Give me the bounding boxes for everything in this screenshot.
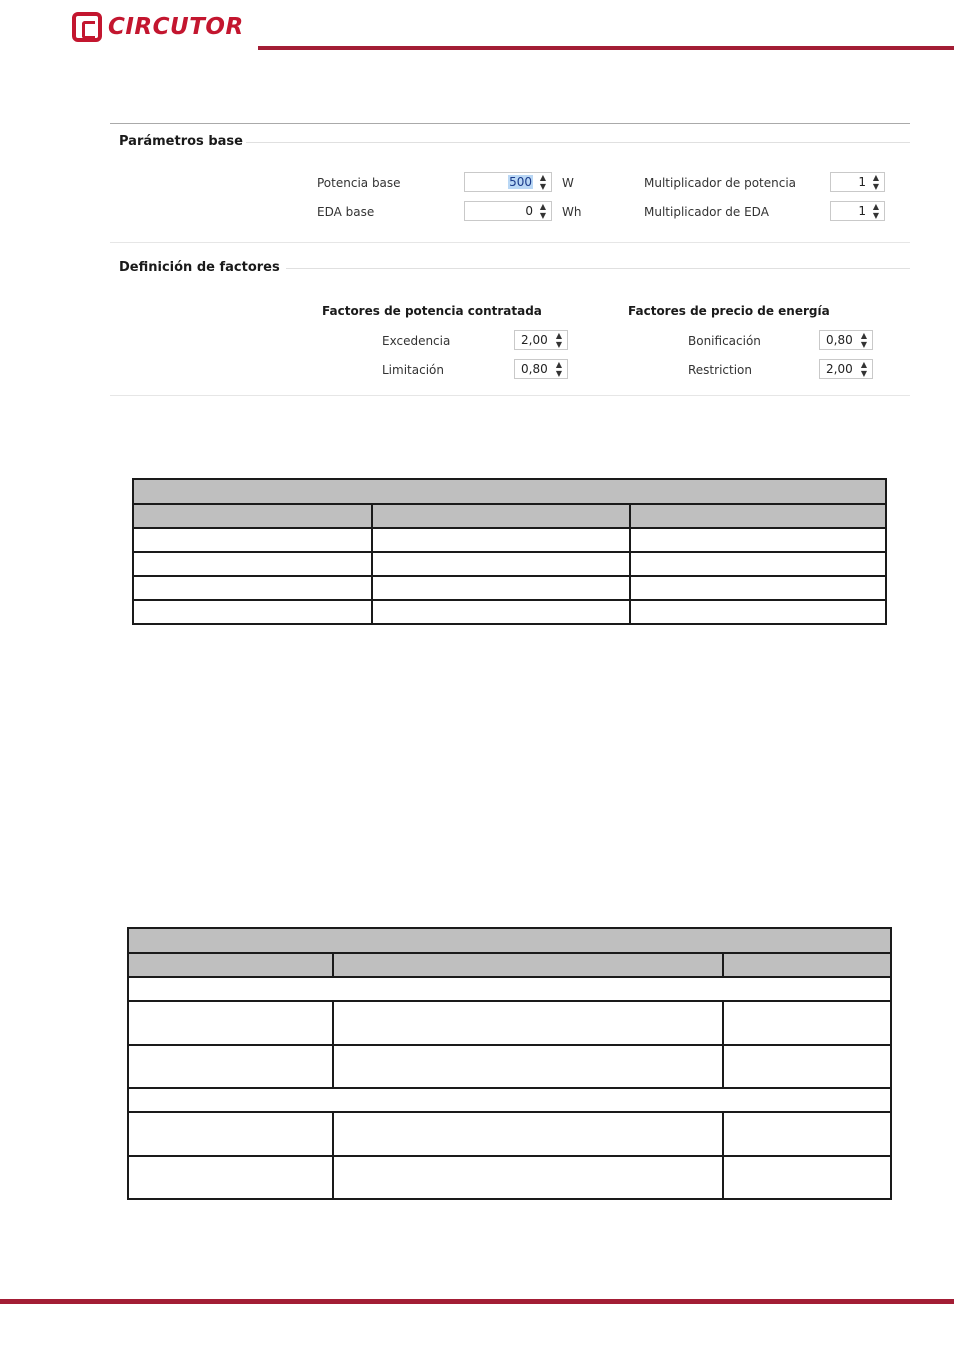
table-cell (133, 576, 372, 600)
restriction-label: Restriction (688, 363, 752, 377)
table-cell (333, 1001, 723, 1045)
excedencia-label: Excedencia (382, 334, 451, 348)
table-title-row (128, 928, 891, 953)
table-cell (128, 1045, 333, 1088)
table-cell (723, 1045, 891, 1088)
potencia-base-value[interactable]: 500 (509, 175, 532, 189)
increment-arrow-icon[interactable]: ▲ (872, 202, 880, 211)
table-title-row (133, 479, 886, 504)
increment-arrow-icon[interactable]: ▲ (539, 202, 547, 211)
table-cell (333, 1112, 723, 1156)
limitacion-value[interactable]: 0,80 (521, 362, 548, 376)
factors-table (132, 478, 887, 625)
decrement-arrow-icon[interactable]: ▼ (539, 211, 547, 220)
circutor-logo-mark-icon (72, 12, 102, 42)
table-cell (630, 576, 886, 600)
table-header-cell (723, 953, 891, 977)
decrement-arrow-icon[interactable]: ▼ (872, 211, 880, 220)
table-group-row (128, 1088, 891, 1112)
table-header-cell (372, 504, 630, 528)
section-title-base: Parámetros base (119, 134, 243, 149)
energy-price-factors-title: Factores de precio de energía (628, 304, 830, 318)
decrement-arrow-icon[interactable]: ▼ (555, 369, 563, 378)
eda-base-unit: Wh (562, 205, 582, 219)
section-title-factors: Definición de factores (119, 260, 280, 275)
excedencia-value[interactable]: 2,00 (521, 333, 548, 347)
table-cell (372, 576, 630, 600)
table-cell (723, 1001, 891, 1045)
table-header-cell (133, 504, 372, 528)
header-rule (258, 46, 954, 50)
bonificacion-label: Bonificación (688, 334, 761, 348)
brand-name: CIRCUTOR (108, 14, 244, 40)
table-cell (372, 528, 630, 552)
table-header-cell (128, 953, 333, 977)
increment-arrow-icon[interactable]: ▲ (539, 173, 547, 182)
contracted-factors-title: Factores de potencia contratada (322, 304, 542, 318)
multiplicador-potencia-value[interactable]: 1 (858, 175, 866, 189)
eda-base-spinbox[interactable] (464, 201, 552, 221)
potencia-base-spinbox[interactable] (464, 172, 552, 192)
potencia-base-unit: W (562, 176, 574, 190)
table-cell (630, 528, 886, 552)
eda-base-value[interactable]: 0 (525, 204, 533, 218)
table-cell (128, 1156, 333, 1199)
table-cell (372, 600, 630, 624)
table-cell (372, 552, 630, 576)
limitacion-spinbox[interactable] (514, 359, 568, 379)
circutor-logo (72, 12, 252, 46)
table-cell (133, 528, 372, 552)
increment-arrow-icon[interactable]: ▲ (555, 331, 563, 340)
table-cell (128, 1112, 333, 1156)
potencia-base-label: Potencia base (317, 176, 401, 190)
bonificacion-value[interactable]: 0,80 (826, 333, 853, 347)
eda-base-label: EDA base (317, 205, 375, 219)
panel-top-border (110, 123, 910, 124)
decrement-arrow-icon[interactable]: ▼ (555, 340, 563, 349)
table-cell (333, 1156, 723, 1199)
restriction-value[interactable]: 2,00 (826, 362, 853, 376)
multiplicador-eda-label: Multiplicador de EDA (644, 205, 769, 219)
table-group-row (128, 977, 891, 1001)
table-cell (723, 1156, 891, 1199)
multiplicador-potencia-label: Multiplicador de potencia (644, 176, 797, 190)
decrement-arrow-icon[interactable]: ▼ (872, 182, 880, 191)
limitacion-label: Limitación (382, 363, 444, 377)
parameters-table (127, 927, 892, 1200)
table-header-cell (333, 953, 723, 977)
decrement-arrow-icon[interactable]: ▼ (860, 369, 868, 378)
table-cell (128, 1001, 333, 1045)
multiplicador-eda-spinbox[interactable] (830, 201, 885, 221)
increment-arrow-icon[interactable]: ▲ (555, 360, 563, 369)
section-rule-factors (286, 268, 910, 269)
table-cell (333, 1045, 723, 1088)
section-divider (110, 242, 910, 243)
restriction-spinbox[interactable] (819, 359, 873, 379)
increment-arrow-icon[interactable]: ▲ (860, 331, 868, 340)
increment-arrow-icon[interactable]: ▲ (872, 173, 880, 182)
decrement-arrow-icon[interactable]: ▼ (860, 340, 868, 349)
table-cell (630, 600, 886, 624)
section-rule-base (246, 142, 910, 143)
decrement-arrow-icon[interactable]: ▼ (539, 182, 547, 191)
excedencia-spinbox[interactable] (514, 330, 568, 350)
bonificacion-spinbox[interactable] (819, 330, 873, 350)
table-cell (630, 552, 886, 576)
multiplicador-eda-value[interactable]: 1 (858, 204, 866, 218)
footer-rule (0, 1299, 954, 1304)
table-cell (133, 600, 372, 624)
increment-arrow-icon[interactable]: ▲ (860, 360, 868, 369)
table-cell (133, 552, 372, 576)
table-cell (723, 1112, 891, 1156)
multiplicador-potencia-spinbox[interactable] (830, 172, 885, 192)
panel-bottom-divider (110, 395, 910, 396)
table-header-cell (630, 504, 886, 528)
